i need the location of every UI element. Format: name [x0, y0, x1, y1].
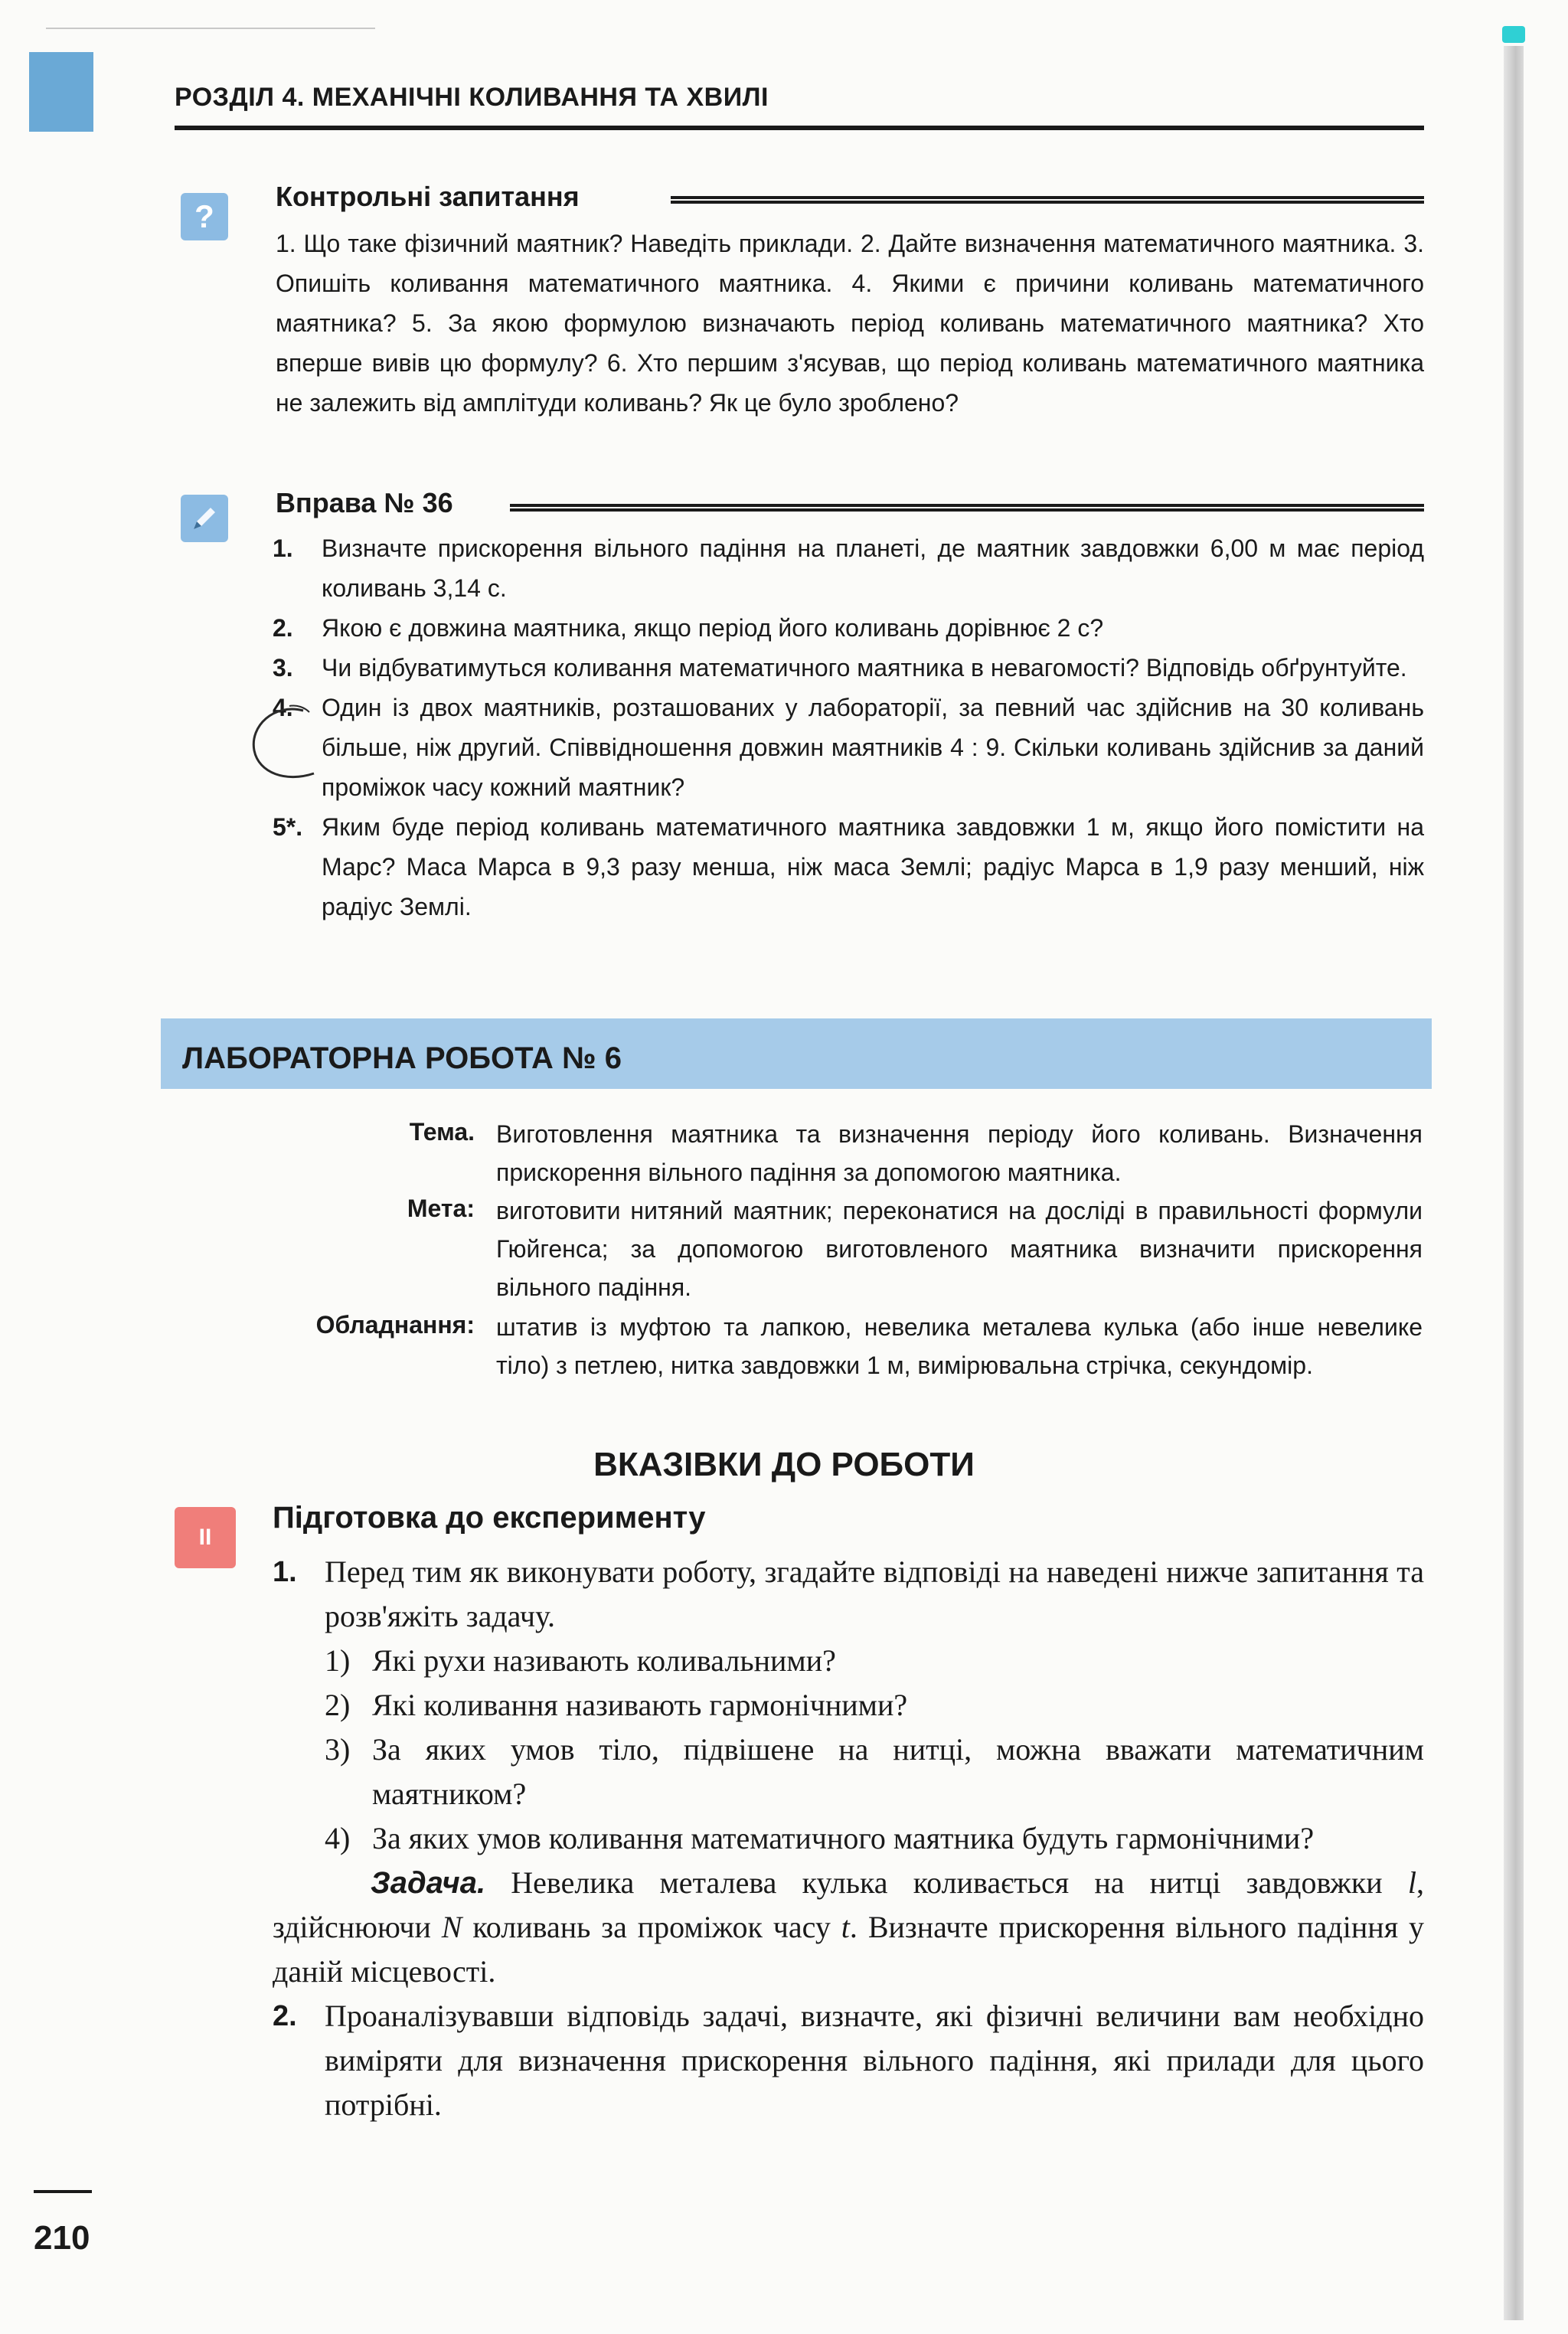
equipment-text: штатив із муфтою та лапкою, невелика металева кулька (або інше невелике тіло) з петлею, нитка завдовжки 1 м, вимірювальна стрічка, секундомір. [496, 1313, 1423, 1379]
chapter-color-block [29, 52, 93, 132]
exercise-item [273, 648, 1424, 688]
exercise-item [273, 608, 1424, 648]
task-label: Задача. [371, 1866, 486, 1900]
exercise-item-number: 3. [273, 654, 293, 682]
guide-title: ВКАЗІВКИ ДО РОБОТИ [593, 1446, 975, 1483]
control-questions-rule [671, 196, 1424, 204]
exercise-list [273, 528, 1424, 927]
question-mark-glyph: ? [194, 198, 214, 234]
question-item [273, 1683, 1424, 1728]
pencil-icon [181, 495, 228, 542]
lab-work-title: ЛАБОРАТОРНА РОБОТА № 6 [182, 1041, 622, 1075]
pause-icon [175, 1507, 236, 1568]
pause-glyph: II [198, 1525, 212, 1550]
page-number: 210 [34, 2219, 90, 2257]
goal-text: виготовити нитяний маятник; переконатися на досліді в правильності формули Гюйгенса; за допомогою виготовленого маятника визначити прискорення вільного падіння. [496, 1197, 1423, 1301]
task-paragraph [273, 1861, 1424, 1994]
pencil-icon-svg [189, 503, 220, 534]
exercise-item-text: Один із двох маятників, розташованих у лабораторії, за певний час здійснив на 30 коливань більше, ніж другий. Співвідношення довжин маятників 4 : 9. Скільки коливань здійснив за даний проміжок часу кожний маятник? [322, 694, 1424, 801]
task-text-c: коливань за проміжок часу [472, 1910, 831, 1944]
question-number: 3) [325, 1732, 351, 1767]
topic-label: Тема. [409, 1118, 475, 1146]
exercise-item-text: Яким буде період коливань математичного маятника завдовжки 1 м, якщо його помістити на Марс? Маса Марса в 9,3 разу менша, ніж маса Землі; радіус Марса в 1,9 разу менший, ніж радіус Землі. [322, 813, 1424, 920]
step-number: 1. [273, 1556, 297, 1588]
scan-edge-bar [1504, 46, 1524, 2320]
step-item [273, 1550, 1424, 1639]
exercise-item-number: 4. [273, 694, 293, 721]
exercise-item-text: Чи відбуватимуться коливання математичного маятника в невагомості? Відповідь обґрунтуйте. [322, 654, 1407, 682]
exercise-item-number: 1. [273, 534, 293, 562]
control-questions-text: 1. Що таке фізичний маятник? Наведіть приклади. 2. Дайте визначення математичного маятника. 3. Опишіть коливання математичного маятника. 4. Якими є причини коливань математичного маятника? 5. За якою формулою визначають період коливань математичного маятника? Хто вперше вивів цю формулу? 6. Хто першим з'ясував, що період коливань математичного маятника не залежить від амплітуди коливань? Як це було зроблено? [276, 230, 1424, 417]
exercise-rule [510, 504, 1424, 512]
chapter-title: РОЗДІЛ 4. МЕХАНІЧНІ КОЛИВАННЯ ТА ХВИЛІ [175, 83, 769, 112]
exercise-item [273, 688, 1424, 807]
step-item [273, 1994, 1424, 2127]
exercise-item-text: Якою є довжина маятника, якщо період його коливань дорівнює 2 с? [322, 614, 1104, 642]
task-variable-n: N [441, 1910, 462, 1944]
question-number: 1) [325, 1643, 351, 1678]
question-item [273, 1816, 1424, 1861]
question-text: Які рухи називають коливальними? [372, 1643, 836, 1678]
preparation-steps [273, 1550, 1424, 2127]
chapter-rule [175, 126, 1424, 130]
exercise-item [273, 528, 1424, 608]
goal-label: Мета: [407, 1195, 475, 1222]
equipment-label: Обладнання: [315, 1311, 475, 1339]
question-number: 4) [325, 1821, 351, 1855]
question-number: 2) [325, 1688, 351, 1722]
question-text: За яких умов коливання математичного маятника будуть гармонічними? [372, 1821, 1315, 1855]
handwritten-circle-mark [243, 703, 328, 787]
exercise-item-number: 5*. [273, 813, 303, 841]
top-edge-line [46, 28, 375, 29]
question-item [273, 1639, 1424, 1683]
task-variable-l: l [1407, 1865, 1417, 1900]
topic-text: Виготовлення маятника та визначення періоду його коливань. Визначення прискорення вільного падіння за допомогою маятника. [496, 1120, 1423, 1186]
exercise-item [273, 807, 1424, 927]
question-text: За яких умов тіло, підвішене на нитці, можна вважати математичним маятником? [372, 1732, 1424, 1811]
question-item [273, 1728, 1424, 1816]
step-number: 2. [273, 2000, 297, 2032]
preparation-title: Підготовка до експерименту [273, 1501, 706, 1535]
task-variable-t: t [841, 1910, 850, 1944]
question-mark-icon [181, 193, 228, 240]
task-text-a: Невелика металева кулька коливається на нитці завдовжки [511, 1865, 1383, 1900]
step-text: Проаналізувавши відповідь задачі, визначте, які фізичні величини вам необхідно виміряти для визначення прискорення вільного падіння, які прилади для цього потрібні. [325, 1999, 1424, 2122]
exercise-item-number: 2. [273, 614, 293, 642]
task-text-b: , здійснюючи [273, 1865, 1425, 1944]
task-text-d: . Визначте прискорення вільного падіння у даній місцевості. [273, 1910, 1425, 1989]
exercise-item-text: Визначте прискорення вільного падіння на планеті, де маятник завдовжки 6,00 м має період коливань 3,14 с. [322, 534, 1424, 602]
step-text: Перед тим як виконувати роботу, згадайте відповіді на наведені нижче запитання та розв'яжіть задачу. [325, 1554, 1424, 1633]
scan-edge-tab [1502, 26, 1525, 43]
page-number-rule [34, 2190, 92, 2193]
control-questions-heading: Контрольні запитання [276, 181, 580, 212]
exercise-heading: Вправа № 36 [276, 487, 453, 518]
question-text: Які коливання називають гармонічними? [372, 1688, 908, 1722]
